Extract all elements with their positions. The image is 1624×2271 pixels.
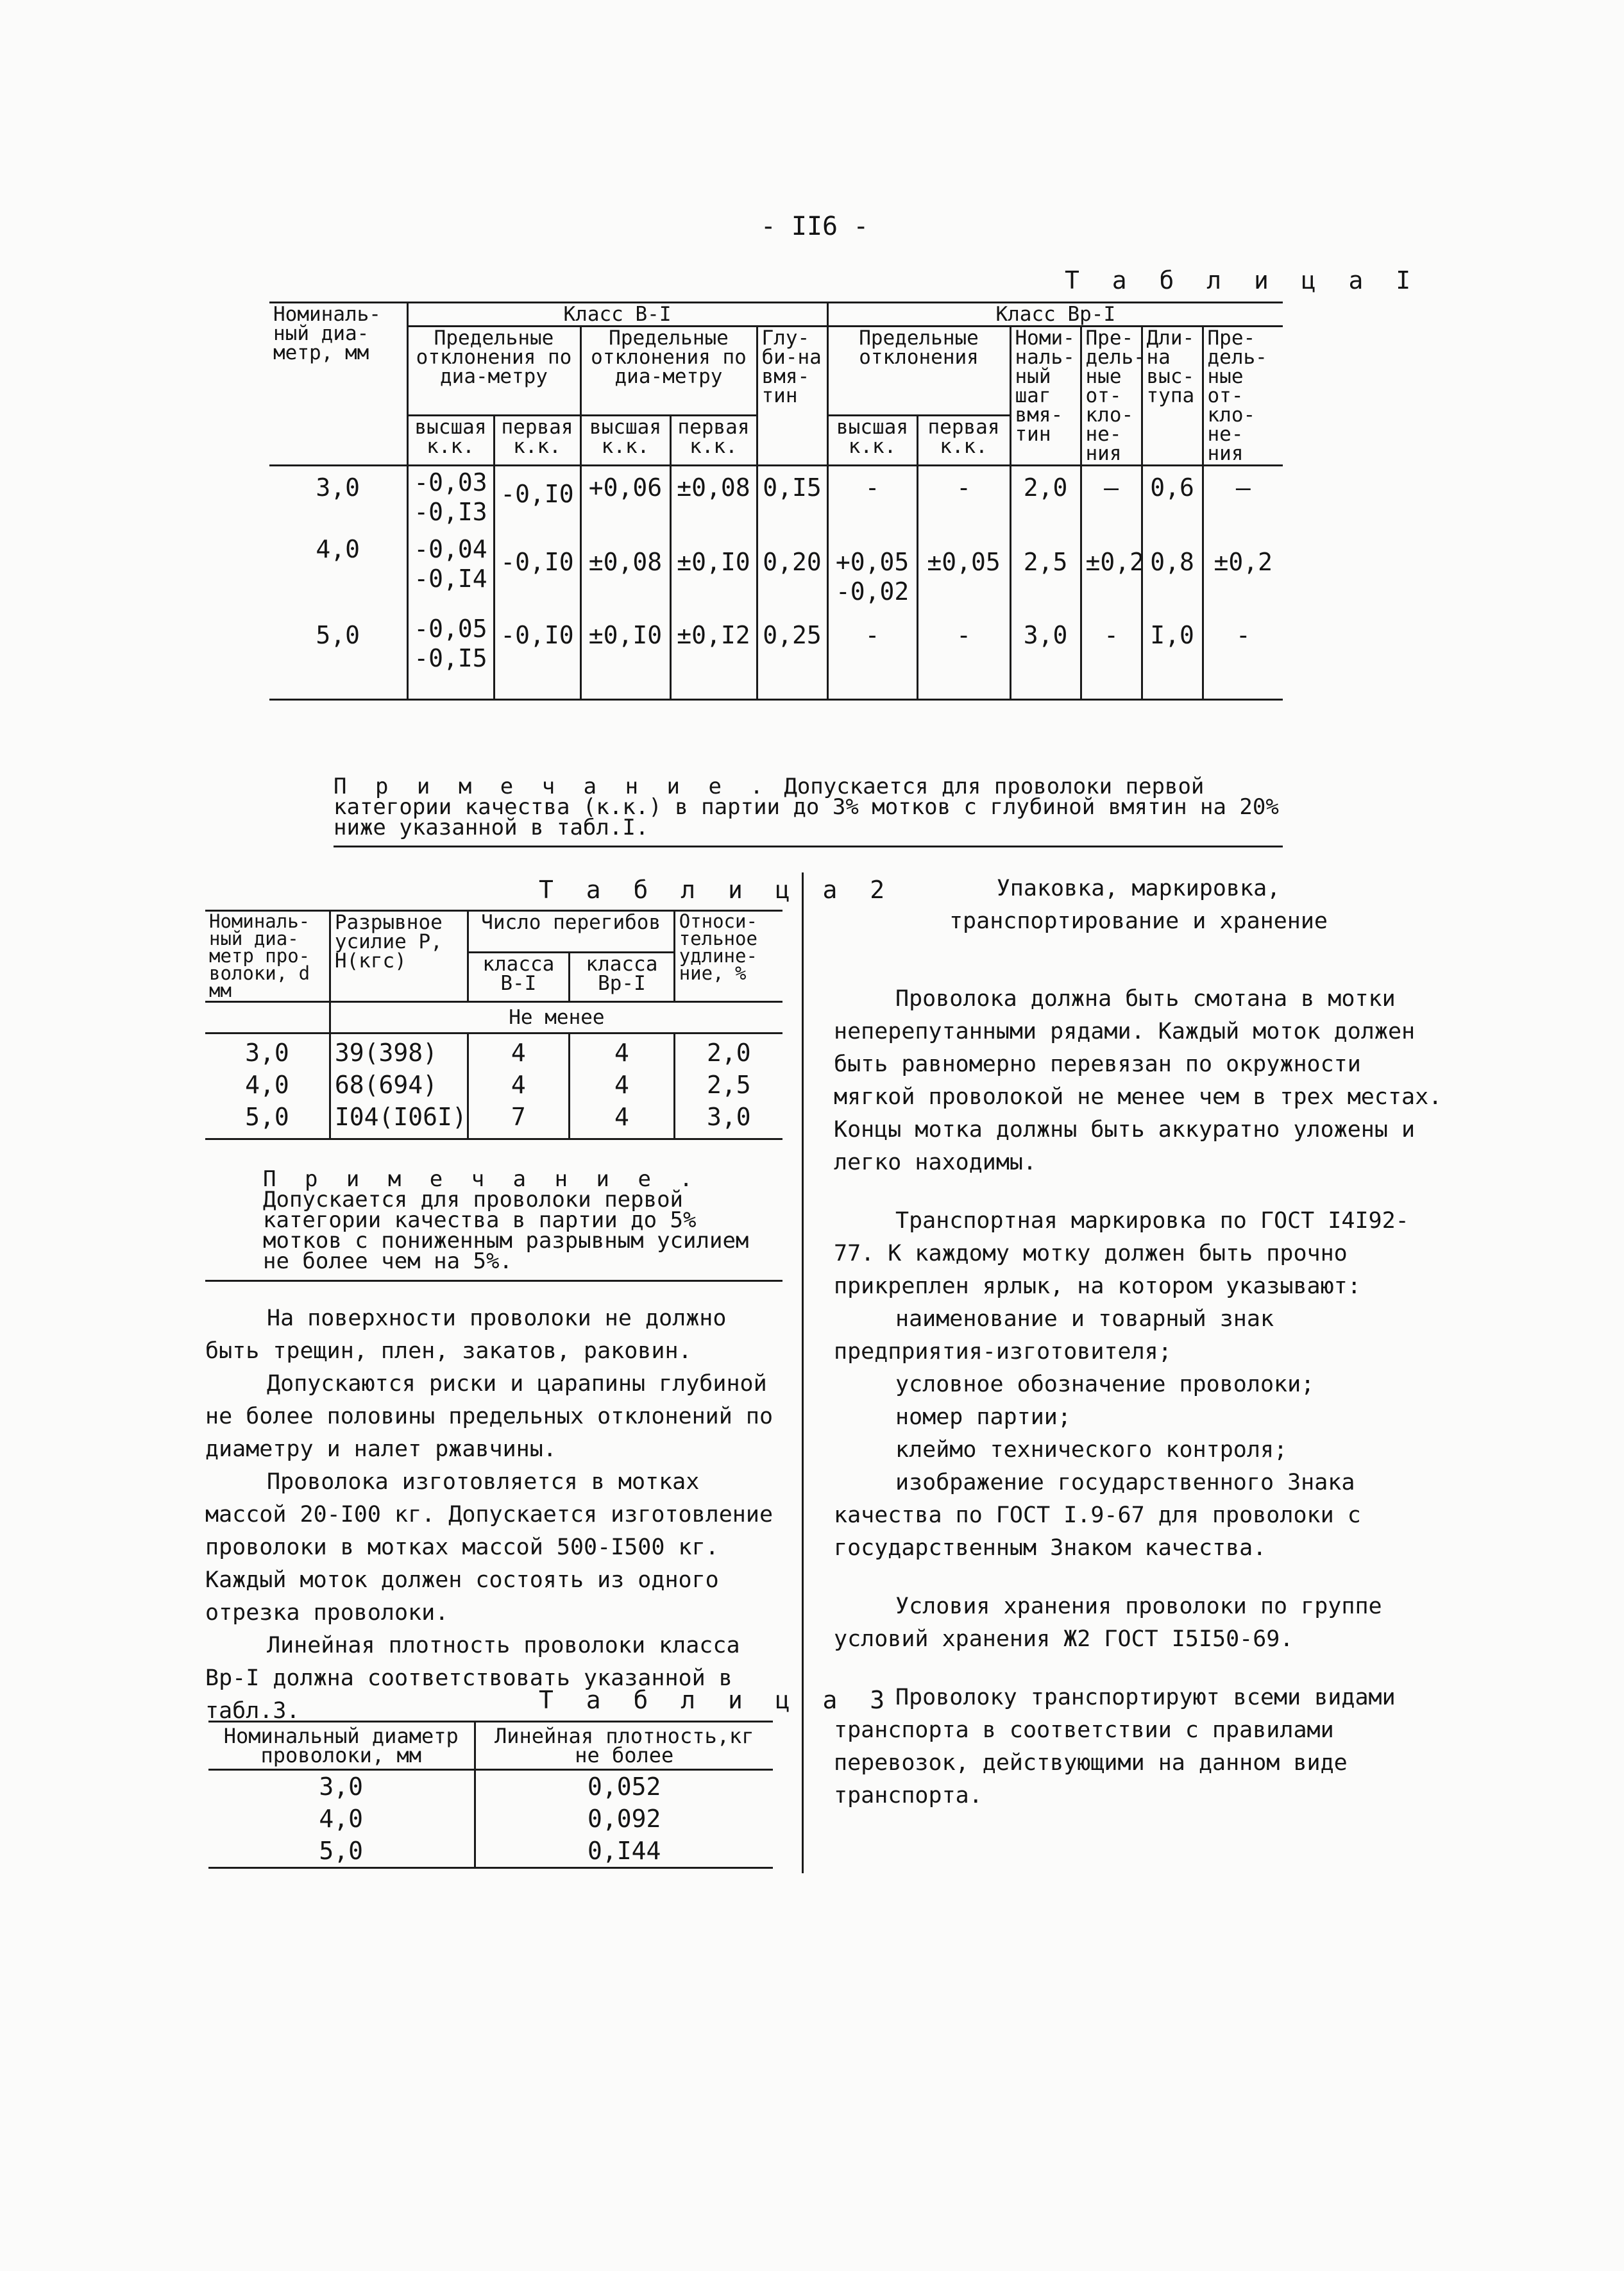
table2-cell: 3,0 xyxy=(245,1039,289,1067)
table3-cell: 3,0 xyxy=(319,1773,364,1801)
table3-cell: 0,I44 xyxy=(475,1835,773,1868)
paragraph: Проволоку транспортируют всеми видами транспорта в соответствии с правилами перевозок, действующими на данном виде транспорта. xyxy=(834,1685,1396,1808)
table1-cell: 4,0 xyxy=(316,535,360,563)
note-text: Допускается для проволоки первой категории качества в партии до 5% мотков с пониженным разрывным усилием не более чем на 5%. xyxy=(263,1187,749,1274)
table1-cell: ±0,I0 xyxy=(580,608,670,700)
right-column xyxy=(834,872,1443,1812)
table1-cell: - xyxy=(1081,608,1142,700)
table1-cell: 5,0 xyxy=(269,608,407,700)
table-row xyxy=(269,608,1283,700)
note-text: Допускается для проволоки первой категории качества (к.к.) в партии до 3% мотков с глубиной вмятин на 20% ниже указанной в табл.I. xyxy=(334,774,1279,840)
table-row xyxy=(208,1835,773,1868)
table1-cell: - xyxy=(865,473,880,502)
table1-cell: 0,25 xyxy=(757,608,827,700)
table1-dev-diam-1: Предельные отклонения по диа-метру xyxy=(407,327,580,416)
table1-caption: Т а б л и ц а I xyxy=(1065,266,1420,294)
table1-cell: - xyxy=(1203,608,1283,700)
table2-cell: 4 xyxy=(570,1101,675,1139)
table2-cell: 2,5 xyxy=(674,1069,782,1101)
table1-q-first: первая к.к. xyxy=(494,415,580,465)
table1-cell: - xyxy=(865,621,880,649)
table2-note xyxy=(263,1166,782,1274)
paragraph: На поверхности проволоки не должно быть трещин, плен, закатов, раковин. xyxy=(205,1306,727,1364)
table1-cell: - xyxy=(917,608,1010,700)
table1-cell: -0,I0 xyxy=(494,466,580,529)
page-number: - II6 - xyxy=(760,212,869,241)
table1-note xyxy=(334,776,1283,838)
table1-cell: 0,I5 xyxy=(757,466,827,529)
table1-cell: +0,06 xyxy=(580,466,670,529)
table2-cell: 3,0 xyxy=(674,1101,782,1139)
table1-q-first: первая к.к. xyxy=(670,415,757,465)
divider xyxy=(334,846,1283,847)
table3-diam-header: Номинальный диаметр проволоки, мм xyxy=(208,1722,475,1770)
table3-cell: 4,0 xyxy=(319,1805,364,1833)
table1-cell: 0,8 xyxy=(1142,528,1203,608)
divider xyxy=(205,1280,782,1282)
table1-cell: 3,0 xyxy=(269,466,407,529)
column-divider xyxy=(802,872,804,1873)
table1-q-high: высшая к.к. xyxy=(827,415,917,465)
table2-b1-header: класса В-I xyxy=(468,953,570,1002)
table2-cell: 68(694) xyxy=(330,1069,468,1101)
table1-cell: ±0,05 xyxy=(917,528,1010,608)
note-lead: П р и м е ч а н и е . xyxy=(334,774,771,799)
table1 xyxy=(269,302,1283,701)
table1-cell: -0,I5 xyxy=(414,644,487,672)
table1-cell: — xyxy=(1203,466,1283,529)
table1-cell: 2,5 xyxy=(1010,528,1081,608)
table2-elong-header: Относи-тельное удлине-ние, % xyxy=(674,911,782,1002)
table2-caption: Т а б л и ц а 2 xyxy=(539,876,894,904)
table1-cell: -0,I0 xyxy=(494,608,580,700)
table2-cell: 4 xyxy=(570,1069,675,1101)
table1-nom-pitch: Номи-наль-ный шаг вмя-тин xyxy=(1010,327,1081,466)
paragraph: Транспортная маркировка по ГОСТ I4I92-77. К каждому мотку должен быть прочно прикреплен ярлык, на котором указывают: xyxy=(834,1208,1409,1299)
table1-cell: -0,05 xyxy=(414,615,487,643)
table1-cell: 2,0 xyxy=(1010,466,1081,529)
list-item: наименование и товарный знак предприятия-изготовителя; xyxy=(834,1306,1274,1365)
paragraph: Линейная плотность проволоки класса Вр-I должна соответствовать указанной в табл.3. xyxy=(205,1633,740,1724)
list-item: клеймо технического контроля; xyxy=(895,1437,1288,1463)
table2-cell: I04(I06I) xyxy=(330,1101,468,1139)
table2-cell: 4 xyxy=(468,1033,570,1069)
table-row xyxy=(208,1770,773,1803)
table2-not-less: Не менее xyxy=(330,1002,782,1033)
paragraph: Проволока должна быть смотана в мотки неперепутанными рядами. Каждый моток должен быть равномерно перевязан по окружности мягкой проволокой не менее чем в трех местах. Концы мотка должны быть аккуратно уложены и легко находимы. xyxy=(834,986,1442,1175)
list-item: номер партии; xyxy=(895,1404,1071,1430)
table1-dent-length: Дли-на выс-тупа xyxy=(1142,327,1203,466)
table1-q-high: высшая к.к. xyxy=(407,415,494,465)
table1-cell: -0,I3 xyxy=(414,498,487,526)
table-row xyxy=(205,1069,782,1101)
table1-cell: I,0 xyxy=(1142,608,1203,700)
table1-cell: 0,20 xyxy=(757,528,827,608)
table1-q-high: высшая к.к. xyxy=(580,415,670,465)
table2-diam-header: Номиналь-ный диа-метр про-волоки, d мм xyxy=(205,911,330,1002)
table1-cell: ±0,I2 xyxy=(670,608,757,700)
table1-cell: ±0,I0 xyxy=(670,528,757,608)
table1-dent-depth: Глу-би-на вмя-тин xyxy=(757,327,827,466)
table1-dev-diam-2: Предельные отклонения по диа-метру xyxy=(580,327,757,416)
list-item: условное обозначение проволоки; xyxy=(895,1372,1315,1397)
table-row xyxy=(269,466,1283,529)
table1-cell: -0,03 xyxy=(414,468,487,497)
section-heading: Упаковка, маркировка, xyxy=(996,876,1281,901)
table1-q-first: первая к.к. xyxy=(917,415,1010,465)
table2 xyxy=(205,910,782,1140)
table2-cell: 2,0 xyxy=(674,1033,782,1069)
table1-pitch-dev: Пре-дель-ные от-кло-не-ния xyxy=(1081,327,1142,466)
table1-cell: ±0,08 xyxy=(580,528,670,608)
table1-cell: -0,02 xyxy=(835,577,909,606)
table2-bends-header: Число перегибов xyxy=(468,911,674,953)
table2-force-header: Разрывное усилие P, Н(кгс) xyxy=(330,911,468,1002)
table1-cell: ±0,2 xyxy=(1203,528,1283,608)
table3-caption: Т а б л и ц а 3 xyxy=(539,1686,894,1714)
table1-dev-bp: Предельные отклонения xyxy=(827,327,1010,416)
table1-cell: +0,05 xyxy=(835,548,909,576)
table-row xyxy=(208,1803,773,1835)
table1-cell: -0,04 xyxy=(414,535,487,563)
table2-cell: 39(398) xyxy=(330,1033,468,1069)
left-text xyxy=(205,1302,782,1728)
table3-cell: 0,092 xyxy=(475,1803,773,1835)
table1-cell: ±0,2 xyxy=(1081,528,1142,608)
table1-cell: -0,I0 xyxy=(494,528,580,608)
table2-bp1-header: класса Вр-I xyxy=(570,953,675,1002)
table1-class-b1: Класс В-I xyxy=(407,303,827,327)
table1-cell: - xyxy=(917,466,1010,529)
table1-cell: 0,6 xyxy=(1142,466,1203,529)
table1-cell: -0,I4 xyxy=(414,565,487,593)
table1-cell: 3,0 xyxy=(1010,608,1081,700)
table2-cell: 5,0 xyxy=(205,1101,330,1139)
paragraph: Условия хранения проволоки по группе условий хранения Ж2 ГОСТ I5I50-69. xyxy=(834,1594,1382,1652)
table1-nominal-header: Номиналь-ный диа-метр, мм xyxy=(269,303,407,466)
table-row xyxy=(205,1033,782,1069)
table-row xyxy=(269,528,1283,608)
table3-cell: 5,0 xyxy=(208,1835,475,1868)
table-row xyxy=(205,1101,782,1139)
table3-cell: 0,052 xyxy=(475,1770,773,1803)
note-lead: П р и м е ч а н и е . xyxy=(263,1166,700,1192)
list-item: изображение государственного Знака качества по ГОСТ I.9-67 для проволоки с государственным Знаком качества. xyxy=(834,1470,1361,1561)
table1-class-bp1: Класс Вр-I xyxy=(827,303,1283,327)
paragraph: Допускаются риски и царапины глубиной не более половины предельных отклонений по диаметру и налет ржавчины. xyxy=(205,1371,774,1462)
table2-cell: 4 xyxy=(570,1033,675,1069)
table1-cell: – xyxy=(1081,466,1142,529)
table2-cell: 4,0 xyxy=(245,1071,289,1099)
paragraph: Проволока изготовляется в мотках массой 20-I00 кг. Допускается изготовление проволоки в мотках массой 500-I500 кг. Каждый моток должен состоять из одного отрезка проволоки. xyxy=(205,1469,774,1626)
section-heading: транспортирование и хранение xyxy=(949,908,1328,934)
table2-cell: 7 xyxy=(468,1101,570,1139)
table2-cell: 4 xyxy=(468,1069,570,1101)
table3 xyxy=(208,1721,773,1869)
table1-cell: ±0,08 xyxy=(670,466,757,529)
table1-length-dev: Пре-дель-ные от-кло-не-ния xyxy=(1203,327,1283,466)
table3-density-header: Линейная плотность,кг не более xyxy=(475,1722,773,1770)
